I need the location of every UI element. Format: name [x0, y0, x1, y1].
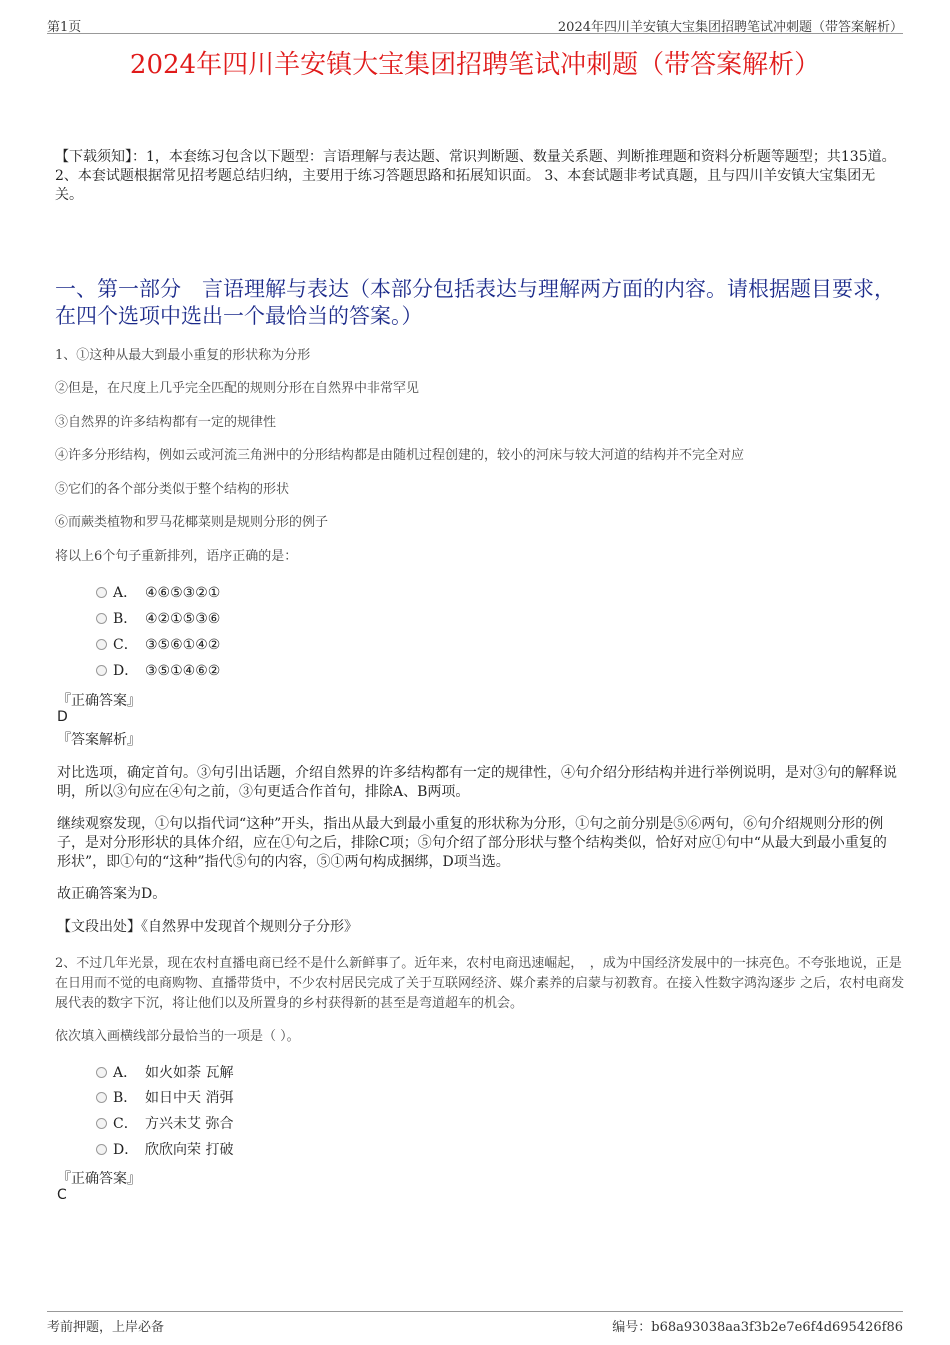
radio-icon[interactable]: [96, 639, 107, 650]
footer-slogan: 考前押题，上岸必备: [47, 1320, 165, 1335]
q2-stem: 2、不过几年光景，现在农村直播电商已经不是什么新鲜事了。近年来，农村电商迅速崛起， ，成为中国经济发展中的一抹亮色。不夸张地说，正是在日用而不觉的电商购物、直播带货中，不少农村居民完成了关于互联网经济、媒介素养的启蒙与初教育。在接入性数字鸿沟逐步 之后，农村电商发展代表的数字下沉，将让他们以及所置身的乡村获得新的甚至是弯道超车的机会。: [55, 956, 905, 1011]
page-number: 第1页: [47, 20, 82, 35]
download-notice: 【下载须知】：1，本套练习包含以下题型：言语理解与表达题、常识判断题、数量关系题、判断推理题和资料分析题等题型；共135道。 2、本套试题根据常见招考题总结归纳，主要用于练习答题思路和拓展知识面。 3、本套试题非考试真题，且与四川羊安镇大宝集团无关。: [55, 149, 896, 203]
q1-sentence-6: ⑥而蕨类植物和罗马花椰菜则是规则分形的例子: [55, 515, 329, 530]
footer-serial: 编号：b68a93038aa3f3b2e7e6f4d695426f86: [612, 1320, 903, 1335]
q2-prompt: 依次填入画横线部分最恰当的一项是（ ）。: [55, 1029, 300, 1044]
q1-analysis-label: 『答案解析』: [57, 732, 141, 748]
q2-option-c[interactable]: C． 方兴未艾 弥合: [96, 1115, 233, 1133]
q1-analysis-3: 故正确答案为D。: [57, 886, 167, 902]
q1-option-c[interactable]: C． ③⑤⑥①④②: [96, 636, 220, 654]
header-doc-title: 2024年四川羊安镇大宝集团招聘笔试冲刺题（带答案解析）: [557, 20, 903, 35]
q1-answer-label: 『正确答案』: [57, 693, 141, 709]
radio-icon[interactable]: [96, 1067, 107, 1078]
page-title: 2024年四川羊安镇大宝集团招聘笔试冲刺题（带答案解析）: [129, 50, 821, 80]
page-header: [47, 14, 903, 34]
q1-analysis-1: 对比选项，确定首句。③句引出话题，介绍自然界的许多结构都有一定的规律性，④句介绍分形结构并进行举例说明，是对③句的解释说明，所以③句应在④句之前，③句更适合作首句，排除A、B两项。: [57, 765, 897, 800]
radio-icon[interactable]: [96, 613, 107, 624]
q1-answer: D: [57, 709, 68, 725]
q1-option-b[interactable]: B． ④②①⑤③⑥: [96, 610, 220, 628]
q1-prompt: 将以上6个句子重新排列，语序正确的是：: [55, 549, 298, 564]
radio-icon[interactable]: [96, 1144, 107, 1155]
q1-analysis-2: 继续观察发现，①句以指代词“这种”开头，指出从最大到最小重复的形状称为分形，①句之前分别是⑤⑥两句，⑥句介绍规则分形的例子，是对分形形状的具体介绍，应在①句之后，排除C项；⑤句介绍了部分形状与整个结构类似，恰好对应①句中“从最大到最小重复的形状”，即①句的“这种”指代⑤句的内容，⑤①两句构成捆绑，D项当选。: [57, 816, 887, 870]
radio-icon[interactable]: [96, 1118, 107, 1129]
radio-icon[interactable]: [96, 587, 107, 598]
q1-sentence-3: ③自然界的许多结构都有一定的规律性: [55, 415, 277, 430]
q1-sentence-5: ⑤它们的各个部分类似于整个结构的形状: [55, 482, 290, 497]
page-footer: [47, 1311, 903, 1335]
radio-icon[interactable]: [96, 665, 107, 676]
q2-option-a[interactable]: A． 如火如荼 瓦解: [96, 1064, 233, 1082]
q1-sentence-1: 1、①这种从最大到最小重复的形状称为分形: [55, 348, 311, 363]
q1-sentence-2: ②但是，在尺度上几乎完全匹配的规则分形在自然界中非常罕见: [55, 381, 420, 396]
q2-answer-label: 『正确答案』: [57, 1171, 141, 1187]
radio-icon[interactable]: [96, 1092, 107, 1103]
q2-option-b[interactable]: B． 如日中天 消弭: [96, 1089, 233, 1107]
q1-source: 【文段出处】《自然界中发现首个规则分子分形》: [57, 919, 358, 935]
q1-sentence-4: ④许多分形结构，例如云或河流三角洲中的分形结构都是由随机过程创建的，较小的河床与较大河道的结构并不完全对应: [55, 448, 745, 463]
q1-option-d[interactable]: D． ③⑤①④⑥②: [96, 662, 220, 680]
section-heading: 一、第一部分 言语理解与表达（本部分包括表达与理解两方面的内容。请根据题目要求，在四个选项中选出一个最恰当的答案。）: [55, 277, 895, 328]
q2-option-d[interactable]: D． 欣欣向荣 打破: [96, 1141, 233, 1159]
q2-answer: C: [57, 1187, 67, 1203]
q1-option-a[interactable]: A． ④⑥⑤③②①: [96, 584, 220, 602]
